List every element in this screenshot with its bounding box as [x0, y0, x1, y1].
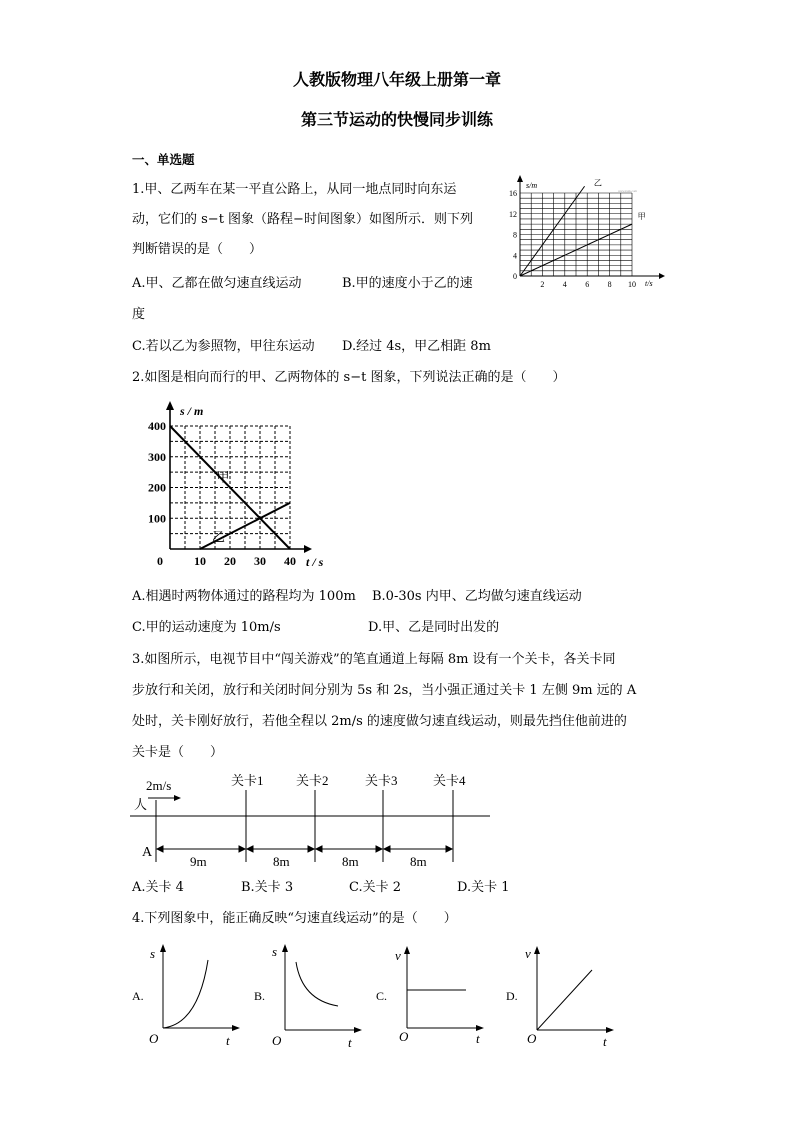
q3-dim-arrow-3b: [376, 846, 382, 852]
q4-graph-a-x-arrow: [232, 1025, 240, 1031]
q2-option-a: A.相遇时两物体通过的路程均为 100m: [132, 589, 356, 604]
q3-gate-label-1: 关卡1: [231, 773, 264, 788]
q4-stem: 4.下列图象中，能正确反映“匀速直线运动”的是（ ）: [132, 911, 457, 926]
q1-chart-x-arrow: [659, 273, 665, 279]
q1-x-tick: 6: [585, 280, 590, 289]
q2-chart-y-arrow: [166, 401, 174, 410]
q4-graph-a-label: A.: [132, 989, 144, 1003]
q4-graph-c-label: C.: [376, 989, 388, 1003]
q3-option-a: A.关卡 4: [132, 880, 184, 895]
q2-option-d: D.甲、乙是同时出发的: [368, 620, 500, 635]
q3-option-c: C.关卡 2: [349, 880, 402, 895]
q4-graph-b-xaxis: t: [348, 1035, 352, 1050]
q4-graph-b-label: B.: [254, 989, 266, 1003]
q1-y-tick: 4: [513, 251, 517, 261]
q1-series-yi: [520, 186, 585, 276]
q4-graph-b-curve: [296, 962, 338, 1006]
q4-graph-a-yaxis: s: [150, 946, 156, 961]
page-subtitle: 第三节运动的快慢同步训练: [300, 110, 493, 129]
q2-st-chart: [138, 392, 338, 572]
q3-stem-line1: 3.如图所示，电视节目中“闯关游戏”的笔直通道上每隔 8m 设有一个关卡，各关卡同: [132, 652, 616, 667]
q3-stem-line3: 处时，关卡刚好放行，若他全程以 2m/s 的速度做匀速直线运动，则最先挡住他前进的: [132, 714, 627, 729]
q2-x-tick: 40: [284, 554, 296, 568]
q3-stem-line4: 关卡是（ ）: [132, 745, 224, 760]
q1-x-tick: 4: [562, 280, 567, 289]
q4-graph-d-xaxis: t: [603, 1034, 607, 1049]
q3-dim-arrow-2a: [247, 846, 253, 852]
q1-stem-line3: 判断错误的是（ ）: [132, 242, 263, 257]
q4-graph-d-label: D.: [506, 989, 518, 1003]
q1-x-tick: 10: [628, 280, 636, 289]
q4-graph-a-y-arrow: [160, 944, 166, 952]
q3-point-a: A: [142, 845, 153, 860]
q2-chart-ylabel: s / m: [180, 404, 204, 418]
q2-option-c: C.甲的运动速度为 10m/s: [132, 620, 281, 635]
q1-y-tick: 16: [509, 189, 517, 198]
q4-graph-d-line: [537, 970, 592, 1030]
q3-dim-arrow-4a: [384, 846, 390, 852]
q1-y-tick: 0: [513, 272, 517, 281]
q1-chart-grid: [520, 193, 632, 276]
q3-gate-label-4: 关卡4: [433, 773, 466, 788]
q2-chart-x-arrow: [304, 545, 312, 553]
q2-option-b: B.0-30s 内甲、乙均做匀速直线运动: [372, 589, 582, 604]
q4-graph-b-origin: O: [272, 1033, 282, 1048]
q3-distance-4: 8m: [410, 854, 427, 869]
q2-x-tick: 0: [157, 554, 163, 568]
q2-series-label-jia: 甲: [216, 469, 230, 485]
q4-graph-c: [374, 942, 486, 1050]
q3-gate-label-2: 关卡2: [296, 773, 329, 788]
q1-chart-y-arrow: [517, 175, 523, 182]
q3-distance-segments: [157, 846, 452, 852]
q2-chart-xlabel: t / s: [306, 555, 324, 569]
q3-direction-arrowhead: [174, 795, 181, 801]
q4-graph-d-yaxis: v: [525, 946, 531, 961]
q2-x-tick: 20: [224, 554, 236, 568]
q4-graph-b-x-arrow: [354, 1027, 362, 1033]
q4-graph-d-x-arrow: [606, 1027, 614, 1033]
q3-dim-arrow-1a: [157, 846, 163, 852]
q1-option-c: C.若以乙为参照物，甲往东运动: [132, 339, 315, 354]
q2-y-tick: 400: [148, 419, 166, 433]
q3-distance-2: 8m: [273, 854, 290, 869]
q3-gate-label-3: 关卡3: [365, 773, 398, 788]
q4-graph-c-y-arrow: [404, 946, 410, 954]
q2-x-tick: 30: [254, 554, 266, 568]
q4-graph-c-yaxis: v: [395, 948, 401, 963]
q3-distance-1: 9m: [190, 854, 207, 869]
q4-graph-d: [504, 942, 616, 1050]
q3-person-label: 人: [134, 797, 148, 812]
q1-stem-line1: 1.甲、乙两车在某一平直公路上，从同一地点同时向东运: [132, 182, 457, 197]
q1-stem-line2: 动，它们的 s−t 图象（路程−时间图象）如图所示．则下列: [132, 212, 473, 227]
page-title: 人教版物理八年级上册第一章: [292, 70, 501, 89]
q1-series-label-jia: 甲: [637, 211, 646, 221]
q1-chart-ylabel: s/m: [526, 181, 538, 190]
q3-distance-3: 8m: [342, 854, 359, 869]
q1-option-a: A.甲、乙都在做匀速直线运动: [132, 276, 302, 291]
q2-y-tick: 300: [148, 449, 166, 464]
q4-graph-c-xaxis: t: [476, 1031, 480, 1046]
q1-st-chart: [506, 172, 666, 292]
q4-graph-d-y-arrow: [534, 946, 540, 954]
q4-graph-a-xaxis: t: [226, 1033, 230, 1048]
q4-graph-b: [252, 942, 364, 1050]
q2-x-tick: 10: [194, 554, 206, 568]
section-heading: 一、单选题: [132, 152, 195, 167]
q1-series-label-yi: 乙: [593, 178, 602, 188]
q1-y-tick: 8: [513, 230, 517, 240]
q4-graph-b-y-arrow: [282, 944, 288, 952]
q3-dim-arrow-4b: [446, 846, 452, 852]
q3-dim-arrow-2b: [308, 846, 314, 852]
q1-x-tick: 8: [607, 280, 612, 289]
q1-option-d: D.经过 4s，甲乙相距 8m: [342, 339, 491, 354]
q4-graph-a-curve: [163, 960, 208, 1028]
q2-y-tick: 200: [148, 480, 166, 495]
q4-graph-d-origin: O: [527, 1031, 537, 1046]
q1-y-tick: 12: [509, 209, 517, 219]
q3-option-d: D.关卡 1: [457, 880, 510, 895]
q1-chart-watermark: www.zxxk.com: [618, 189, 637, 193]
q2-y-tick: 100: [148, 511, 166, 526]
q3-dim-arrow-3a: [316, 846, 322, 852]
q4-graph-a-origin: O: [149, 1031, 159, 1046]
q1-option-b: B.甲的速度小于乙的速: [342, 276, 473, 291]
q4-graph-c-origin: O: [399, 1029, 409, 1044]
q3-stem-line2: 步放行和关闭，放行和关闭时间分别为 5s 和 2s，当小强正通过关卡 1 左侧 9m 远的 A: [132, 683, 637, 698]
q4-graph-a: [130, 942, 242, 1050]
q2-series-label-yi: 乙: [212, 529, 226, 545]
q4-graph-b-yaxis: s: [272, 944, 278, 959]
q1-chart-xlabel: t/s: [645, 279, 653, 288]
q3-option-b: B.关卡 3: [241, 880, 294, 895]
q1-x-tick: 2: [540, 280, 545, 289]
q2-stem: 2.如图是相向而行的甲、乙两物体的 s−t 图象，下列说法正确的是（ ）: [132, 370, 566, 385]
q3-dim-arrow-1b: [239, 846, 245, 852]
q3-speed-label: 2m/s: [146, 778, 172, 793]
q3-gate-figure: [128, 768, 498, 872]
q1-option-b-cont: 度: [132, 307, 146, 322]
